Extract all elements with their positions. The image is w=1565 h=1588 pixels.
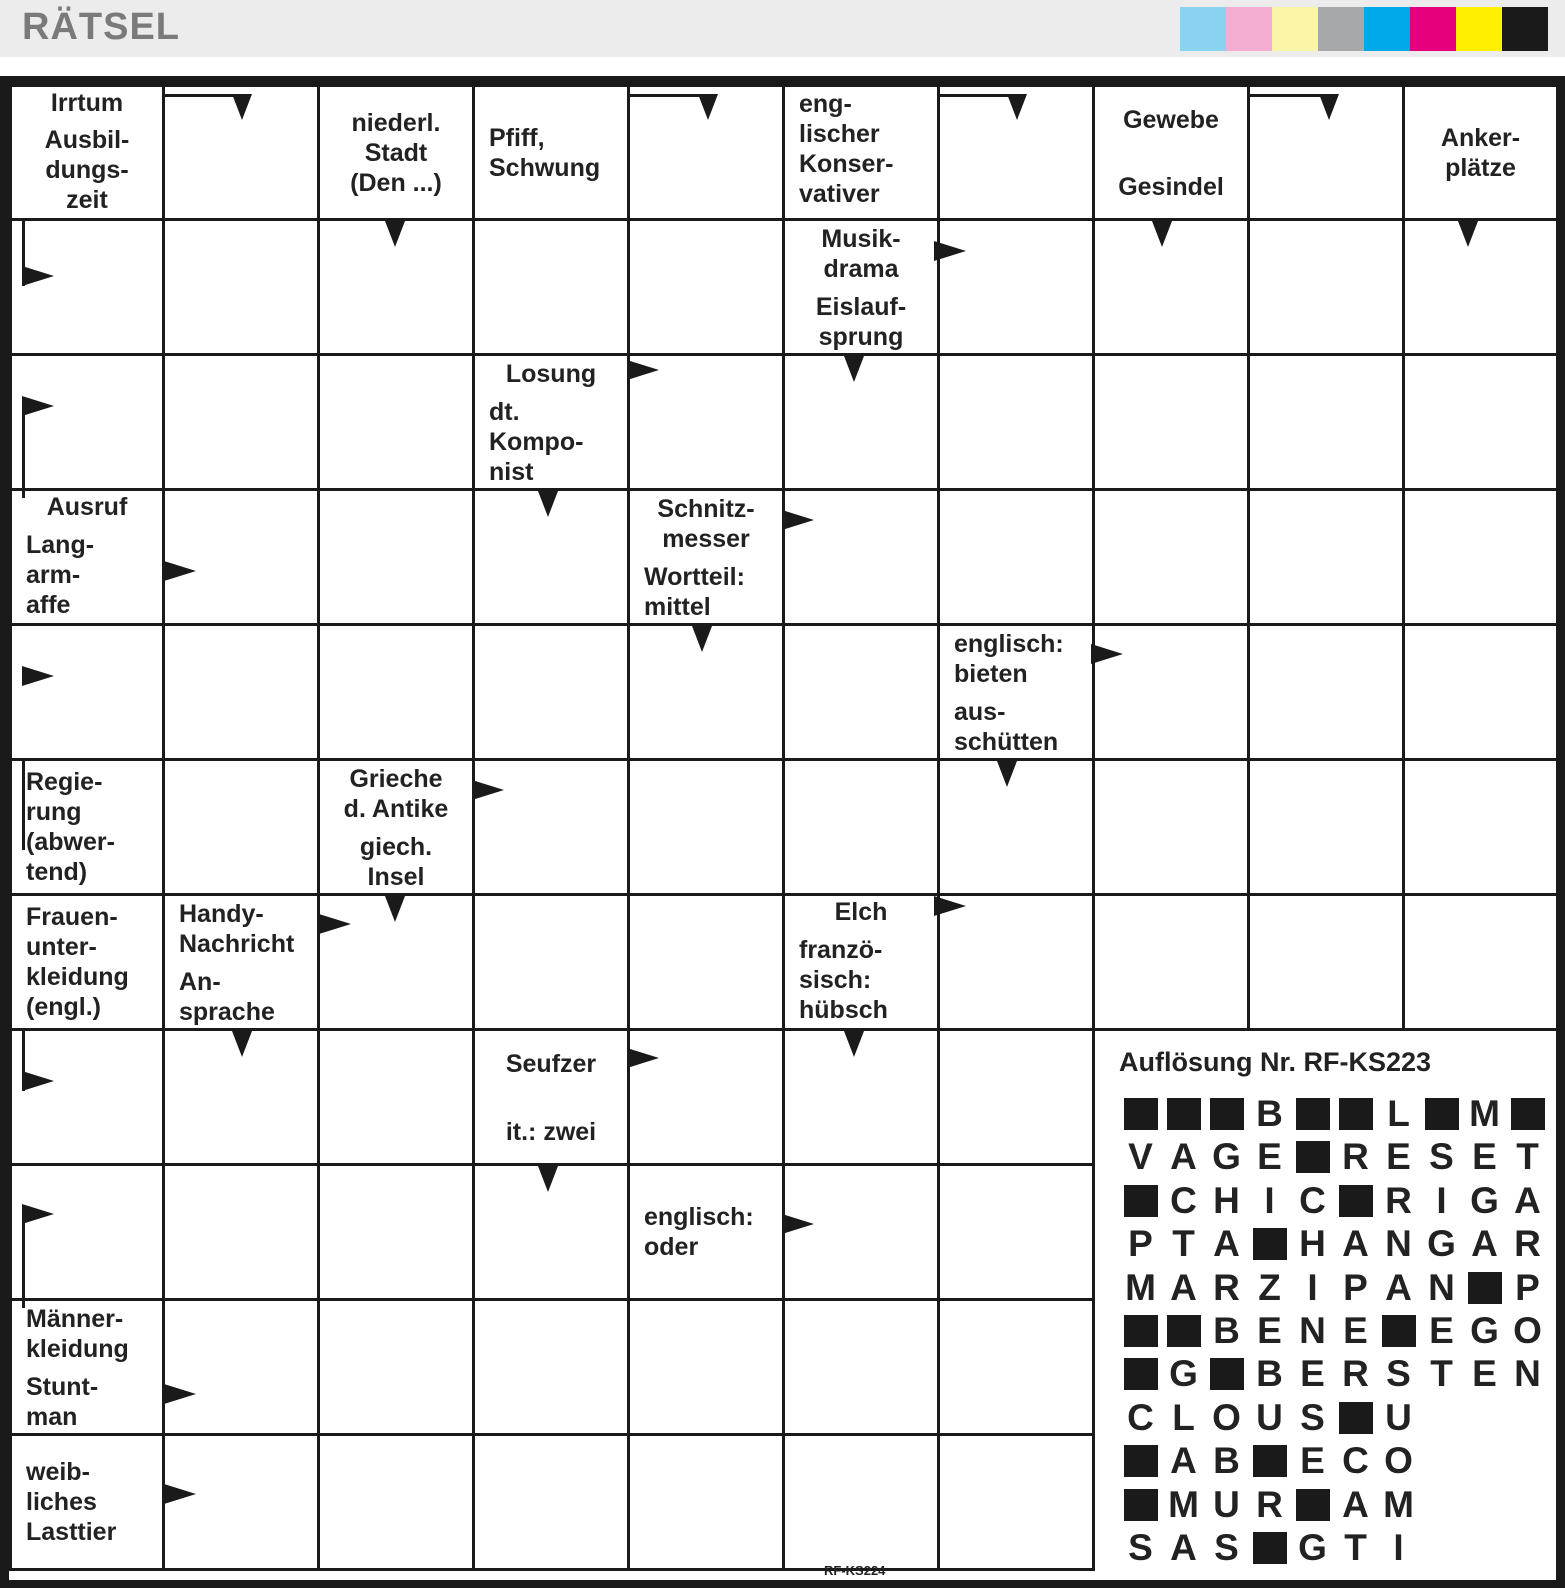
solution-letter: M [1125, 1266, 1156, 1308]
solution-letter: E [1300, 1440, 1325, 1482]
answer-cell[interactable] [1095, 896, 1247, 1028]
answer-cell[interactable] [1405, 761, 1556, 893]
solution-letter: E [1429, 1310, 1454, 1351]
solution-letter: Z [1258, 1266, 1281, 1308]
answer-cell[interactable] [1250, 491, 1402, 623]
solution-black-square [1248, 1529, 1291, 1567]
answer-cell[interactable] [1405, 356, 1556, 488]
answer-cell[interactable] [320, 1166, 472, 1298]
down-arrow-icon [692, 626, 712, 652]
right-arrow-icon [22, 1071, 54, 1091]
solution-letter: H [1213, 1179, 1240, 1221]
solution-title: Auflösung Nr. RF-KS223 [1119, 1047, 1432, 1077]
color-swatch [1318, 7, 1364, 51]
solution-letter: V [1128, 1136, 1153, 1178]
clue-text: eng- lischer Konser- vativer [785, 87, 937, 218]
solution-letter: A [1170, 1136, 1197, 1178]
solution-letter: A [1342, 1223, 1369, 1265]
right-arrow-icon [22, 666, 54, 686]
answer-cell[interactable] [165, 1166, 317, 1298]
solution-black-square [1119, 1442, 1162, 1480]
solution-letter: G [1427, 1223, 1456, 1265]
right-arrow-icon [22, 266, 54, 286]
solution-letter: I [1264, 1179, 1275, 1221]
clue-text: Lang- arm- affe [12, 526, 162, 623]
solution-letter: O [1212, 1396, 1241, 1438]
solution-letter: P [1128, 1223, 1153, 1265]
solution-letter: L [1172, 1396, 1195, 1438]
solution-black-square [1119, 1312, 1162, 1350]
solution-letter: E [1257, 1136, 1282, 1178]
arrow-stem [937, 94, 1017, 97]
solution-row [1119, 1312, 1549, 1350]
color-swatch [1226, 7, 1272, 51]
solution-letter: O [1513, 1310, 1542, 1351]
answer-cell[interactable] [630, 1301, 782, 1433]
solution-letter: M [1383, 1483, 1414, 1525]
solution-letter: G [1470, 1310, 1499, 1351]
solution-letter: N [1514, 1353, 1541, 1395]
solution-letter: A [1514, 1179, 1541, 1221]
solution-row [1119, 1529, 1420, 1567]
answer-cell[interactable] [320, 356, 472, 488]
solution-letter: S [1214, 1527, 1239, 1568]
clue-text: aus- schütten [940, 695, 1092, 758]
answer-cell[interactable] [940, 1031, 1092, 1163]
solution-black-square [1248, 1442, 1291, 1480]
right-arrow-icon [934, 241, 966, 261]
answer-cell[interactable] [630, 1436, 782, 1568]
solution-letter: A [1342, 1483, 1369, 1525]
answer-cell[interactable] [785, 626, 937, 758]
color-swatch [1272, 7, 1318, 51]
solution-row [1119, 1179, 1549, 1221]
down-arrow-icon [844, 356, 864, 382]
answer-cell[interactable] [320, 1436, 472, 1568]
right-arrow-icon [627, 1048, 659, 1068]
solution-letter: I [1307, 1266, 1318, 1308]
answer-cell[interactable] [165, 491, 317, 623]
solution-letter: A [1170, 1266, 1197, 1308]
solution-black-square [1291, 1095, 1334, 1133]
answer-cell[interactable] [475, 1436, 627, 1568]
solution-letter: H [1299, 1223, 1326, 1265]
down-arrow-icon [844, 1031, 864, 1057]
arrow-stem [164, 94, 242, 97]
solution-letter: I [1436, 1179, 1447, 1221]
solution-letter: R [1385, 1179, 1412, 1221]
answer-cell[interactable] [1405, 626, 1556, 758]
solution-letter: B [1213, 1310, 1240, 1351]
down-arrow-icon [232, 94, 252, 120]
clue-text: Anker- plätze [1405, 87, 1556, 218]
down-arrow-icon [385, 221, 405, 247]
solution-letter: A [1213, 1223, 1240, 1265]
clue-text: Grieche d. Antike [320, 761, 472, 827]
answer-cell[interactable] [785, 761, 937, 893]
answer-cell[interactable] [630, 896, 782, 1028]
solution-letter: B [1256, 1353, 1283, 1395]
down-arrow-icon [538, 491, 558, 517]
solution-black-square [1420, 1095, 1463, 1133]
solution-black-square [1463, 1269, 1506, 1307]
solution-letter: R [1342, 1353, 1369, 1395]
answer-cell[interactable] [165, 626, 317, 758]
solution-letter: N [1385, 1223, 1412, 1265]
answer-cell[interactable] [165, 761, 317, 893]
right-arrow-icon [1091, 644, 1123, 664]
answer-cell[interactable] [320, 626, 472, 758]
solution-letter: M [1168, 1483, 1199, 1525]
arrow-stem [1248, 94, 1329, 97]
down-arrow-icon [1007, 94, 1027, 120]
solution-row [1119, 1483, 1420, 1525]
clue-text: Gesindel [1095, 156, 1247, 218]
solution-letter: L [1387, 1093, 1410, 1134]
solution-black-square [1248, 1225, 1291, 1263]
solution-letter: E [1257, 1310, 1282, 1351]
solution-black-square [1291, 1138, 1334, 1176]
clue-text: Gewebe [1095, 87, 1247, 153]
clue-text: Elch [785, 896, 937, 928]
solution-row [1119, 1396, 1420, 1438]
solution-black-square [1162, 1312, 1205, 1350]
solution-letter: C [1127, 1396, 1154, 1438]
right-arrow-icon [164, 1384, 196, 1404]
right-arrow-icon [472, 780, 504, 800]
right-arrow-icon [934, 896, 966, 916]
clue-text: Handy- Nachricht [165, 896, 317, 962]
arrow-stem [628, 94, 708, 97]
answer-cell[interactable] [475, 221, 627, 353]
answer-cell[interactable] [12, 356, 162, 488]
solution-letter: A [1170, 1527, 1197, 1568]
answer-cell[interactable] [1405, 221, 1556, 353]
color-swatch [1502, 7, 1548, 51]
solution-letter: G [1169, 1353, 1198, 1395]
solution-letter: G [1470, 1179, 1499, 1221]
solution-letter: C [1342, 1440, 1369, 1482]
down-arrow-icon [1152, 221, 1172, 247]
clue-text: Losung [475, 356, 627, 392]
right-arrow-icon [22, 396, 54, 416]
solution-letter: E [1300, 1353, 1325, 1395]
answer-cell[interactable] [165, 221, 317, 353]
solution-letter: O [1384, 1440, 1413, 1482]
puzzle-code: RF-KS224 [824, 1563, 886, 1578]
solution-black-square [1119, 1182, 1162, 1220]
solution-black-square [1377, 1312, 1420, 1350]
solution-letter: T [1344, 1527, 1367, 1568]
solution-letter: S [1300, 1396, 1325, 1438]
solution-black-square [1119, 1355, 1162, 1393]
clue-text: Frauen- unter- kleidung (engl.) [12, 896, 162, 1028]
down-arrow-icon [1458, 221, 1478, 247]
color-swatch [1180, 7, 1226, 51]
solution-letter: P [1343, 1266, 1368, 1308]
solution-letter: P [1515, 1266, 1540, 1308]
clue-text: Musik- drama [785, 221, 937, 287]
down-arrow-icon [385, 896, 405, 922]
answer-cell[interactable] [630, 221, 782, 353]
solution-row [1119, 1442, 1420, 1480]
solution-letter: T [1172, 1223, 1195, 1265]
right-arrow-icon [22, 1204, 54, 1224]
answer-cell[interactable] [1250, 221, 1402, 353]
clue-text: Pfiff, Schwung [475, 87, 627, 218]
solution-letter: A [1385, 1266, 1412, 1308]
answer-cell[interactable] [165, 1301, 317, 1433]
solution-letter: G [1212, 1136, 1241, 1178]
answer-cell[interactable] [630, 761, 782, 893]
solution-letter: B [1213, 1440, 1240, 1482]
clue-text: Wortteil: mittel [630, 560, 782, 623]
clue-text: it.: zwei [475, 1100, 627, 1163]
solution-row [1119, 1355, 1549, 1393]
solution-black-square [1205, 1095, 1248, 1133]
answer-cell[interactable] [475, 1301, 627, 1433]
solution-black-square [1334, 1399, 1377, 1437]
right-arrow-icon [164, 1484, 196, 1504]
clue-text: Seufzer [475, 1031, 627, 1097]
answer-cell[interactable] [1250, 356, 1402, 488]
clue-text: Ausbil- dungs- zeit [12, 121, 162, 218]
answer-cell[interactable] [1250, 626, 1402, 758]
right-arrow-icon [627, 360, 659, 380]
right-arrow-icon [782, 1214, 814, 1234]
solution-letter: N [1428, 1266, 1455, 1308]
answer-cell[interactable] [475, 626, 627, 758]
answer-cell[interactable] [165, 356, 317, 488]
solution-letter: T [1516, 1136, 1539, 1178]
answer-cell[interactable] [320, 1031, 472, 1163]
solution-letter: S [1429, 1136, 1454, 1178]
answer-cell[interactable] [12, 626, 162, 758]
solution-letter: M [1469, 1093, 1500, 1134]
solution-letter: C [1170, 1179, 1197, 1221]
answer-cell[interactable] [12, 1166, 162, 1298]
solution-letter: T [1430, 1353, 1453, 1395]
solution-letter: A [1170, 1440, 1197, 1482]
answer-cell[interactable] [1095, 761, 1247, 893]
clue-text: Ausruf [12, 491, 162, 523]
answer-cell[interactable] [1250, 896, 1402, 1028]
answer-cell[interactable] [940, 1301, 1092, 1433]
down-arrow-icon [698, 94, 718, 120]
answer-cell[interactable] [785, 1436, 937, 1568]
color-swatch [1410, 7, 1456, 51]
solution-letter: E [1343, 1310, 1368, 1351]
color-swatch [1456, 7, 1502, 51]
answer-cell[interactable] [320, 1301, 472, 1433]
clue-text: Regie- rung (abwer- tend) [12, 761, 162, 893]
arrow-stem [22, 1214, 25, 1308]
solution-letter: I [1393, 1527, 1404, 1568]
answer-cell[interactable] [320, 491, 472, 623]
answer-cell[interactable] [1250, 761, 1402, 893]
solution-letter: C [1299, 1179, 1326, 1221]
answer-cell[interactable] [940, 1166, 1092, 1298]
solution-letter: R [1342, 1136, 1369, 1178]
right-arrow-icon [319, 914, 351, 934]
color-calibration-bar [1180, 7, 1548, 51]
solution-letter: R [1213, 1266, 1240, 1308]
clue-text: Eislauf- sprung [785, 290, 937, 353]
solution-letter: B [1256, 1093, 1283, 1134]
clue-text: englisch: oder [630, 1166, 782, 1298]
answer-cell[interactable] [1095, 491, 1247, 623]
solution-black-square [1506, 1095, 1549, 1133]
solution-letter: S [1128, 1527, 1153, 1568]
down-arrow-icon [232, 1031, 252, 1057]
clue-text: weib- liches Lasttier [12, 1436, 162, 1568]
header-bar [0, 0, 1565, 57]
answer-cell[interactable] [940, 356, 1092, 488]
solution-black-square [1334, 1095, 1377, 1133]
clue-text: niederl. Stadt (Den ...) [320, 87, 472, 218]
answer-cell[interactable] [12, 221, 162, 353]
solution-black-square [1334, 1182, 1377, 1220]
answer-cell[interactable] [940, 1436, 1092, 1568]
answer-cell[interactable] [1095, 356, 1247, 488]
solution-row [1119, 1266, 1549, 1308]
answer-cell[interactable] [940, 491, 1092, 623]
solution-letter: R [1514, 1223, 1541, 1265]
solution-black-square [1119, 1486, 1162, 1524]
solution-black-square [1291, 1486, 1334, 1524]
solution-letter: U [1256, 1396, 1283, 1438]
solution-row [1119, 1225, 1549, 1263]
solution-black-square [1162, 1095, 1205, 1133]
clue-text: Schnitz- messer [630, 491, 782, 557]
solution-row [1119, 1138, 1549, 1176]
page-title: RÄTSEL [22, 6, 180, 48]
down-arrow-icon [538, 1166, 558, 1192]
clue-text: franzö- sisch: hübsch [785, 931, 937, 1028]
clue-text: giech. Insel [320, 830, 472, 893]
solution-letter: E [1472, 1353, 1497, 1395]
solution-letter: U [1385, 1396, 1412, 1438]
answer-cell[interactable] [1405, 491, 1556, 623]
clue-text: englisch: bieten [940, 626, 1092, 692]
solution-letter: E [1472, 1136, 1497, 1178]
solution-letter: S [1386, 1353, 1411, 1395]
clue-text: An- sprache [165, 965, 317, 1028]
solution-letter: R [1256, 1483, 1283, 1525]
solution-letter: N [1299, 1310, 1326, 1351]
clue-text: dt. Kompo- nist [475, 395, 627, 488]
solution-letter: U [1213, 1483, 1240, 1525]
arrow-stem [22, 758, 25, 850]
right-arrow-icon [782, 510, 814, 530]
answer-cell[interactable] [1405, 896, 1556, 1028]
solution-row [1119, 1095, 1549, 1133]
down-arrow-icon [1319, 94, 1339, 120]
arrow-stem [22, 406, 25, 498]
clue-text: Stunt- man [12, 1370, 162, 1433]
right-arrow-icon [164, 561, 196, 581]
solution-letter: E [1386, 1136, 1411, 1178]
color-swatch [1364, 7, 1410, 51]
answer-cell[interactable] [785, 1301, 937, 1433]
clue-text: Männer- kleidung [12, 1301, 162, 1367]
answer-cell[interactable] [12, 1031, 162, 1163]
down-arrow-icon [997, 761, 1017, 787]
solution-black-square [1119, 1095, 1162, 1133]
answer-cell[interactable] [475, 896, 627, 1028]
solution-letter: G [1298, 1527, 1327, 1568]
clue-text: Irrtum [12, 87, 162, 118]
solution-letter: A [1471, 1223, 1498, 1265]
solution-black-square [1205, 1355, 1248, 1393]
